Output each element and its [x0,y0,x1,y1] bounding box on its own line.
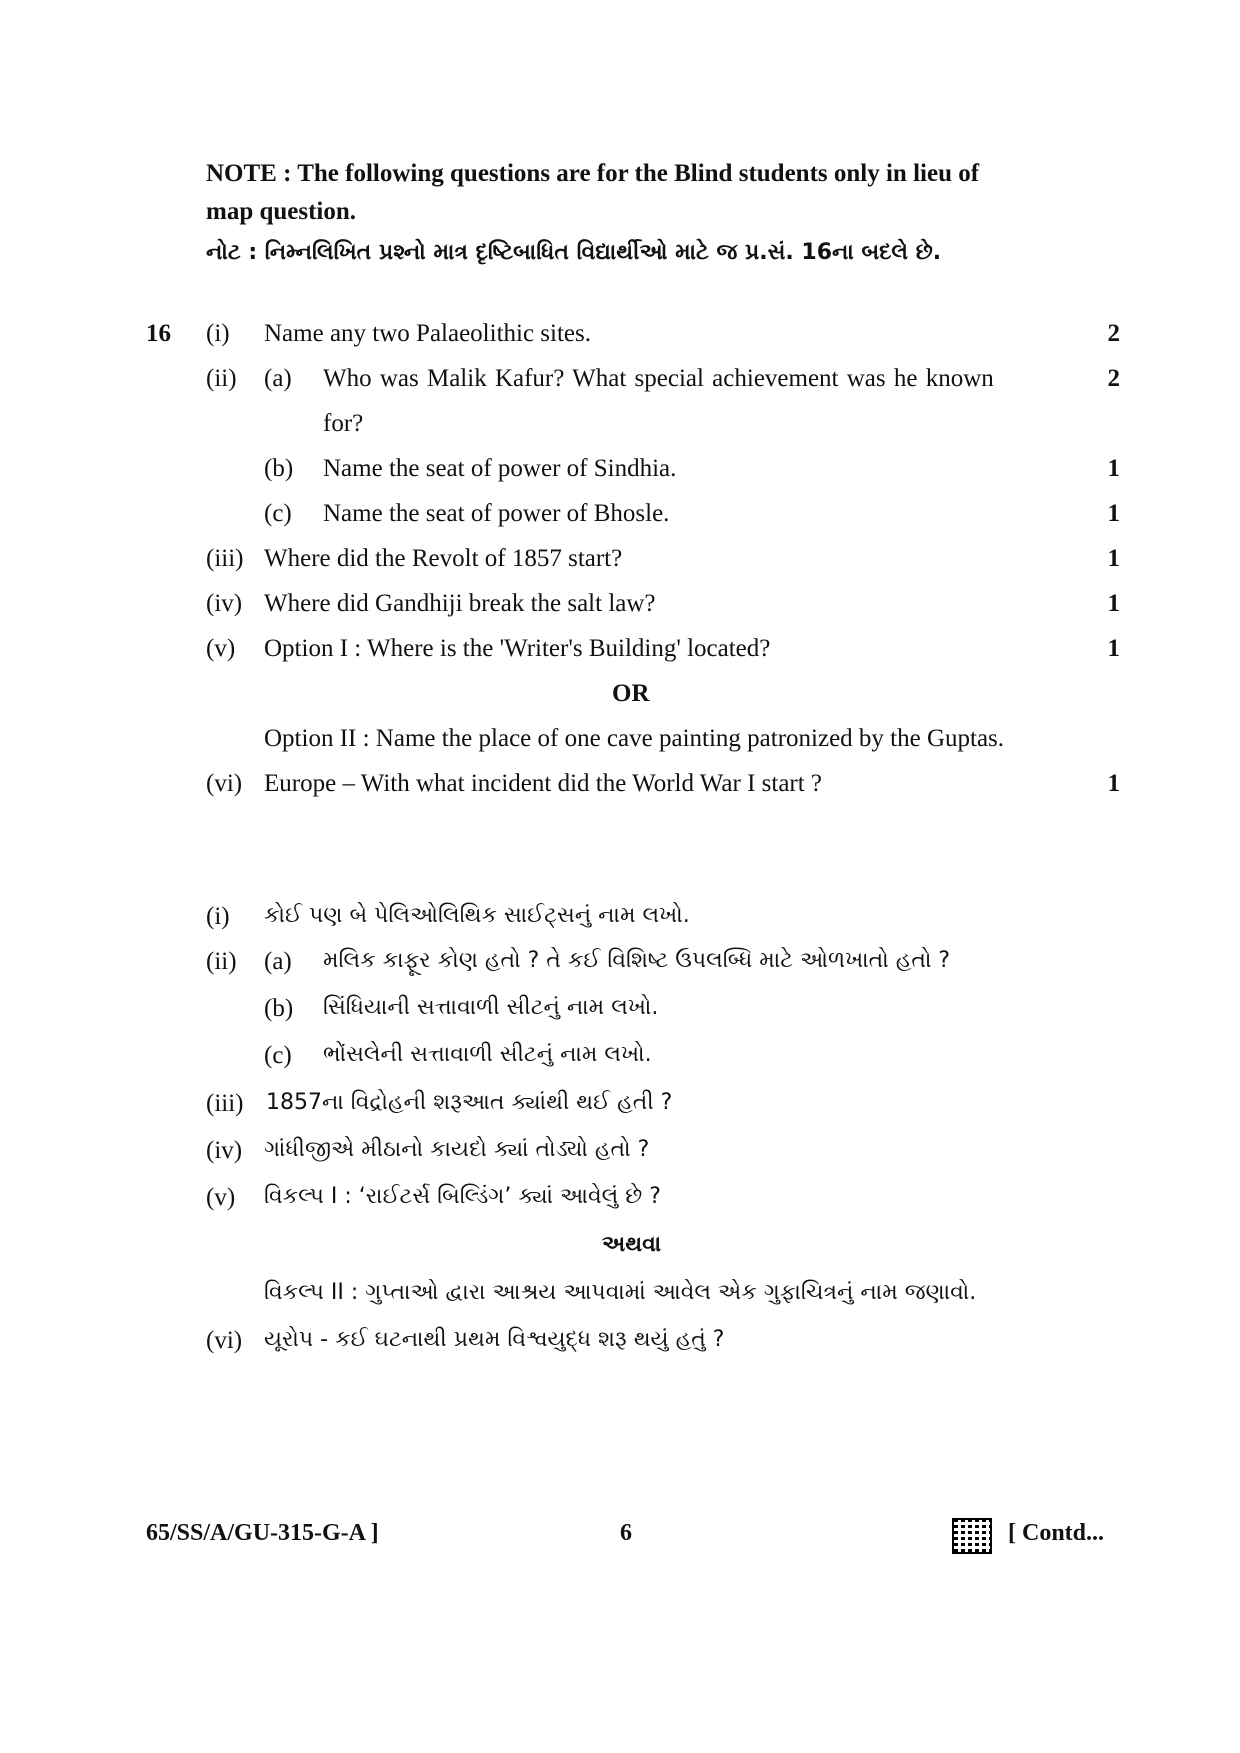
q-num-iv: (iv) [206,590,243,617]
gu-sub-ii-c: (c) [264,1042,292,1069]
q-num-iii: (iii) [206,545,244,572]
marks-ii-a: 2 [1107,365,1120,392]
gu-num-ii: (ii) [206,948,237,975]
q-num-v: (v) [206,635,236,662]
note-line-2: map question. [206,198,357,225]
question-number: 16 [146,320,171,347]
gu-or-separator: અથવા [602,1232,662,1257]
q-num-ii: (ii) [206,365,237,392]
marks-v: 1 [1107,635,1120,662]
marks-ii-b: 1 [1107,455,1120,482]
q-text-ii-c: Name the seat of power of Bhosle. [323,500,670,527]
q-sub-ii-b: (b) [264,455,294,482]
page-number: 6 [620,1520,632,1546]
gu-text-v-option-2: વિકલ્પ II : ગુપ્તાઓ દ્વારા આશ્રય આપવામાં આવેલ એક ગુફાચિત્રનું નામ જણાવો. [264,1280,977,1305]
q-num-vi: (vi) [206,770,243,797]
q-text-iii: Where did the Revolt of 1857 start? [264,545,623,572]
marks-iii: 1 [1107,545,1120,572]
q-text-ii-b: Name the seat of power of Sindhia. [323,455,677,482]
gu-num-i: (i) [206,903,230,930]
gu-num-v: (v) [206,1184,236,1211]
q-text-ii-a: Who was Malik Kafur? What special achievement was he known [323,365,994,392]
or-separator: OR [612,680,650,707]
qr-code-icon [952,1518,992,1554]
gu-sub-ii-b: (b) [264,995,294,1022]
gu-num-iii: (iii) [206,1090,244,1117]
gu-text-iii: 1857ના વિદ્રોહની શરૂઆત ક્યાંથી થઈ હતી ? [266,1090,673,1115]
marks-iv: 1 [1107,590,1120,617]
note-line-1: NOTE : The following questions are for the Blind students only in lieu of [206,160,980,187]
q-sub-ii-a: (a) [264,365,292,392]
q-text-vi: Europe – With what incident did the World War I start ? [264,770,823,797]
gu-text-iv: ગાંધીજીએ મીઠાનો કાયદો ક્યાં તોડ્યો હતો ? [264,1137,650,1162]
q-text-v-option-1: Option I : Where is the 'Writer's Building' located? [264,635,771,662]
gu-text-ii-b: સિંધિયાની સત્તાવાળી સીટનું નામ લખો. [323,995,659,1020]
gu-text-i: કોઈ પણ બે પેલિઓલિથિક સાઈટ્સનું નામ લખો. [264,903,690,928]
q-num-i: (i) [206,320,230,347]
gu-sub-ii-a: (a) [264,948,292,975]
gu-text-ii-c: ભોંસલેની સત્તાવાળી સીટનું નામ લખો. [323,1042,652,1067]
q-text-v-option-2: Option II : Name the place of one cave painting patronized by the Guptas. [264,725,1005,752]
gu-text-v-option-1: વિકલ્પ I : ‘રાઈટર્સ બિલ્ડિંગ’ ક્યાં આવેલું છે ? [264,1184,661,1209]
note-gujarati: નોટ : નિમ્નલિખિત પ્રશ્નો માત્ર દૃષ્ટિબાધિત વિદ્યાર્થીઓ માટે જ પ્ર.સં. 16ના બદલે છે. [206,240,942,265]
q-text-ii-a-cont: for? [323,410,364,437]
contd-label: [ Contd... [1008,1520,1105,1546]
paper-code: 65/SS/A/GU-315-G-A ] [146,1520,379,1546]
gu-text-ii-a: મલિક કાફૂર કોણ હતો ? તે કઈ વિશિષ્ટ ઉપલબ્ધિ માટે ઓળખાતો હતો ? [323,948,951,973]
marks-vi: 1 [1107,770,1120,797]
gu-num-iv: (iv) [206,1137,243,1164]
q-text-i: Name any two Palaeolithic sites. [264,320,592,347]
q-sub-ii-c: (c) [264,500,292,527]
gu-text-vi: યૂરોપ - કઈ ઘટનાથી પ્રથમ વિશ્વયુદ્ધ શરૂ થયું હતું ? [264,1327,725,1352]
marks-i: 2 [1107,320,1120,347]
q-text-iv: Where did Gandhiji break the salt law? [264,590,656,617]
marks-ii-c: 1 [1107,500,1120,527]
gu-num-vi: (vi) [206,1327,243,1354]
